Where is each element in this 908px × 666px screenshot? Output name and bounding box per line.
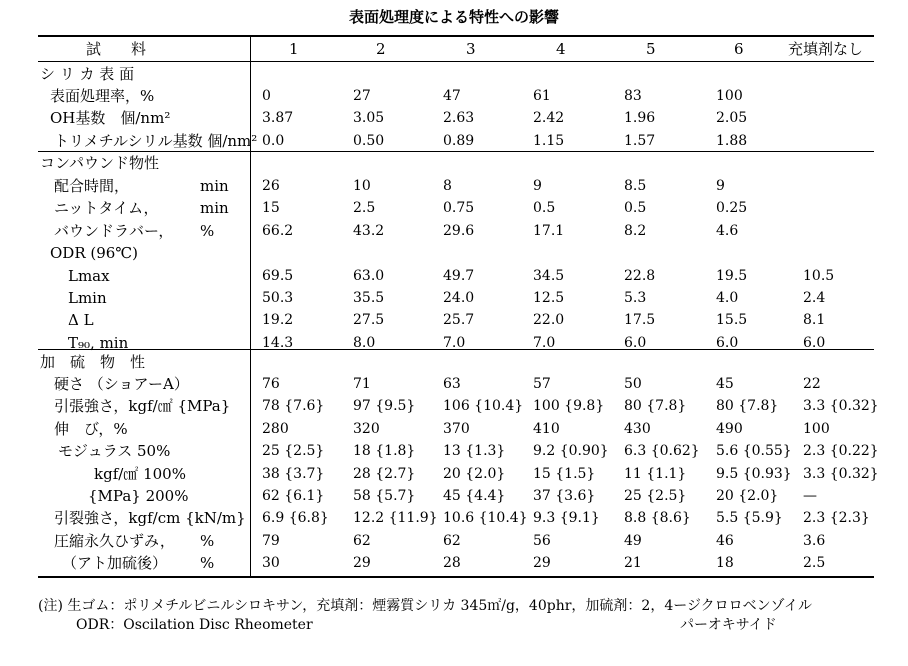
table-cell: 100 [803, 421, 830, 437]
table-cell: 4.0 [716, 290, 739, 306]
table-cell: 8.0 [353, 335, 376, 351]
row-label: 圧縮永久ひずみ， [54, 532, 175, 550]
table-cell: 490 [716, 421, 743, 437]
table-cell: 11 {1.1} [624, 466, 687, 482]
bottom-rule [38, 576, 874, 578]
table-cell: 43.2 [353, 223, 385, 239]
table-cell: 25 {2.5} [262, 443, 325, 459]
row-label: 引裂強さ，kgf/cm {kN/m} [54, 509, 246, 527]
table-cell: 80 {7.8} [624, 398, 687, 414]
table-cell: 2.3 {0.22} [803, 443, 879, 459]
table-cell: 0.25 [716, 200, 748, 216]
column-header: 5 [646, 40, 656, 58]
table-cell: 5.6 {0.55} [716, 443, 792, 459]
table-cell: 25.7 [443, 312, 475, 328]
table-cell: 15 {1.5} [533, 466, 596, 482]
table-cell: 22.0 [533, 312, 565, 328]
table-cell: 7.0 [533, 335, 556, 351]
table-cell: 56 [533, 533, 551, 549]
table-cell: 0.5 [533, 200, 556, 216]
table-cell: 10 [353, 178, 371, 194]
row-label: ニットタイム， [54, 199, 159, 217]
table-cell: 58 {5.7} [353, 488, 416, 504]
top-rule [38, 35, 874, 37]
table-cell: 17.5 [624, 312, 656, 328]
table-cell: 50 [624, 376, 642, 392]
table-cell: 106 {10.4} [443, 398, 524, 414]
table-cell: 8.1 [803, 312, 826, 328]
table-cell: 19.2 [262, 312, 294, 328]
table-cell: 10.6 {10.4} [443, 510, 528, 526]
row-label: （アト加硫後） [62, 554, 168, 572]
table-cell: 24.0 [443, 290, 475, 306]
footnote-line: パーオキサイド [680, 617, 777, 633]
table-cell: 9.3 {9.1} [533, 510, 600, 526]
table-cell: 430 [624, 421, 651, 437]
table-cell: 100 {9.8} [533, 398, 605, 414]
table-cell: 3.05 [353, 110, 385, 126]
row-label: 伸 び，% [54, 420, 128, 438]
table-cell: 35.5 [353, 290, 385, 306]
table-cell: 45 [716, 376, 734, 392]
table-cell: 15 [262, 200, 280, 216]
table-cell: 9 [533, 178, 542, 194]
table-cell: 10.5 [803, 268, 835, 284]
row-label: Lmin [68, 289, 107, 307]
section-heading: 加 硫 物 性 [40, 353, 146, 371]
row-label: 配合時間， [54, 177, 130, 195]
table-cell: 14.3 [262, 335, 294, 351]
row-label: OH基数 個/nm² [50, 109, 171, 127]
table-cell: 61 [533, 88, 551, 104]
footnote-line: ODR：Oscilation Disc Rheometer [76, 617, 313, 633]
table-cell: 6.9 {6.8} [262, 510, 329, 526]
table-cell: 62 [443, 533, 461, 549]
table-cell: 22 [803, 376, 821, 392]
table-cell: 34.5 [533, 268, 565, 284]
column-header: 3 [466, 40, 476, 58]
row-label: kgf/㎠ 100% [94, 465, 186, 483]
table-cell: 2.3 {2.3} [803, 510, 870, 526]
table-cell: 0.5 [624, 200, 647, 216]
table-cell: — [803, 488, 817, 504]
table-cell: 3.6 [803, 533, 826, 549]
table-cell: 3.3 {0.32} [803, 466, 879, 482]
row-unit: min [200, 199, 229, 217]
table-cell: 71 [353, 376, 371, 392]
row-unit: % [200, 532, 215, 550]
table-cell: 63.0 [353, 268, 385, 284]
column-header: 2 [376, 40, 386, 58]
table-cell: 22.8 [624, 268, 656, 284]
table-cell: 410 [533, 421, 560, 437]
table-cell: 29.6 [443, 223, 475, 239]
table-cell: 0.75 [443, 200, 475, 216]
table-cell: 0.89 [443, 133, 475, 149]
row-label: Lmax [68, 267, 110, 285]
table-cell: 100 [716, 88, 743, 104]
table-cell: 2.42 [533, 110, 565, 126]
table-cell: 28 [443, 555, 461, 571]
table-cell: 63 [443, 376, 461, 392]
table-cell: 6.0 [803, 335, 826, 351]
table-cell: 38 {3.7} [262, 466, 325, 482]
column-divider [250, 36, 251, 576]
table-cell: 83 [624, 88, 642, 104]
table-cell: 25 {2.5} [624, 488, 687, 504]
table-cell: 46 [716, 533, 734, 549]
table-cell: 30 [262, 555, 280, 571]
table-cell: 2.05 [716, 110, 748, 126]
row-label: トリメチルシリル基数 個/nm² [54, 132, 258, 150]
table-cell: 12.2 {11.9} [353, 510, 438, 526]
table-cell: 20 {2.0} [443, 466, 506, 482]
table-cell: 69.5 [262, 268, 294, 284]
row-label: バウンドラバー， [54, 222, 174, 240]
table-cell: 1.88 [716, 133, 748, 149]
section-heading: コンパウンド物性 [40, 154, 159, 172]
table-cell: 21 [624, 555, 642, 571]
table-cell: 8 [443, 178, 452, 194]
table-cell: 18 {1.8} [353, 443, 416, 459]
table-cell: 3.87 [262, 110, 294, 126]
table-cell: 7.0 [443, 335, 466, 351]
table-cell: 37 {3.6} [533, 488, 596, 504]
table-cell: 370 [443, 421, 470, 437]
table-cell: 3.3 {0.32} [803, 398, 879, 414]
table-cell: 320 [353, 421, 380, 437]
table-cell: 13 {1.3} [443, 443, 506, 459]
table-cell: 1.57 [624, 133, 656, 149]
table-cell: 62 [353, 533, 371, 549]
column-header: 1 [289, 40, 299, 58]
table-cell: 4.6 [716, 223, 739, 239]
footnote-line: (注) 生ゴム：ポリメチルビニルシロキサン，充填剤：煙霧質シリカ 345㎡/g，40phr，加硫剤：2，4ージクロロベンゾイル [38, 598, 812, 614]
table-cell: 78 {7.6} [262, 398, 325, 414]
table-cell: 62 {6.1} [262, 488, 325, 504]
table-cell: 2.63 [443, 110, 475, 126]
section-heading: シ リ カ 表 面 [40, 65, 135, 83]
table-cell: 28 {2.7} [353, 466, 416, 482]
table-cell: 17.1 [533, 223, 565, 239]
table-cell: 1.15 [533, 133, 565, 149]
table-cell: 8.2 [624, 223, 647, 239]
table-cell: 0.50 [353, 133, 385, 149]
specimen-header: 試 料 [86, 40, 147, 58]
row-label: 硬さ （ショアーA） [54, 375, 189, 393]
column-header: 6 [734, 40, 744, 58]
table-cell: 15.5 [716, 312, 748, 328]
table-cell: 8.8 {8.6} [624, 510, 691, 526]
table-cell: 2.4 [803, 290, 826, 306]
column-header: 4 [556, 40, 566, 58]
table-cell: 5.5 {5.9} [716, 510, 783, 526]
table-cell: 79 [262, 533, 280, 549]
table-cell: 26 [262, 178, 280, 194]
table-cell: 57 [533, 376, 551, 392]
column-header: 充填剤なし [788, 40, 864, 58]
table-cell: 280 [262, 421, 289, 437]
row-unit: % [200, 554, 215, 572]
table-cell: 19.5 [716, 268, 748, 284]
table-cell: 50.3 [262, 290, 294, 306]
table-cell: 66.2 [262, 223, 294, 239]
row-label: 引張強さ，kgf/㎠ {MPa} [54, 397, 231, 415]
table-cell: 2.5 [803, 555, 826, 571]
table-cell: 2.5 [353, 200, 376, 216]
table-cell: 0.0 [262, 133, 285, 149]
row-label: Δ L [68, 311, 94, 329]
table-cell: 45 {4.4} [443, 488, 506, 504]
table-cell: 6.3 {0.62} [624, 443, 700, 459]
table-cell: 1.96 [624, 110, 656, 126]
table-cell: 49 [624, 533, 642, 549]
table-cell: 27.5 [353, 312, 385, 328]
table-cell: 6.0 [716, 335, 739, 351]
table-cell: 5.3 [624, 290, 647, 306]
table-cell: 20 {2.0} [716, 488, 779, 504]
table-cell: 9.2 {0.90} [533, 443, 609, 459]
row-label: ODR (96℃) [50, 244, 138, 262]
header-rule [38, 61, 874, 62]
table-cell: 12.5 [533, 290, 565, 306]
table-cell: 9 [716, 178, 725, 194]
row-unit: min [200, 177, 229, 195]
table-cell: 8.5 [624, 178, 647, 194]
table-cell: 9.5 {0.93} [716, 466, 792, 482]
row-label: 表面処理率，% [50, 87, 155, 105]
table-cell: 29 [533, 555, 551, 571]
table-cell: 47 [443, 88, 461, 104]
table-cell: 6.0 [624, 335, 647, 351]
table-cell: 29 [353, 555, 371, 571]
table-cell: 76 [262, 376, 280, 392]
row-unit: % [200, 222, 215, 240]
row-label: {MPa} 200% [88, 487, 189, 505]
table-title: 表面処理度による特性への影響 [348, 8, 559, 26]
table-cell: 49.7 [443, 268, 475, 284]
table-cell: 27 [353, 88, 371, 104]
table-cell: 97 {9.5} [353, 398, 416, 414]
table-cell: 18 [716, 555, 734, 571]
table-cell: 80 {7.8} [716, 398, 779, 414]
row-label: モジュラス 50% [58, 442, 171, 460]
row-label: T₉₀, min [68, 334, 129, 352]
table-cell: 0 [262, 88, 271, 104]
